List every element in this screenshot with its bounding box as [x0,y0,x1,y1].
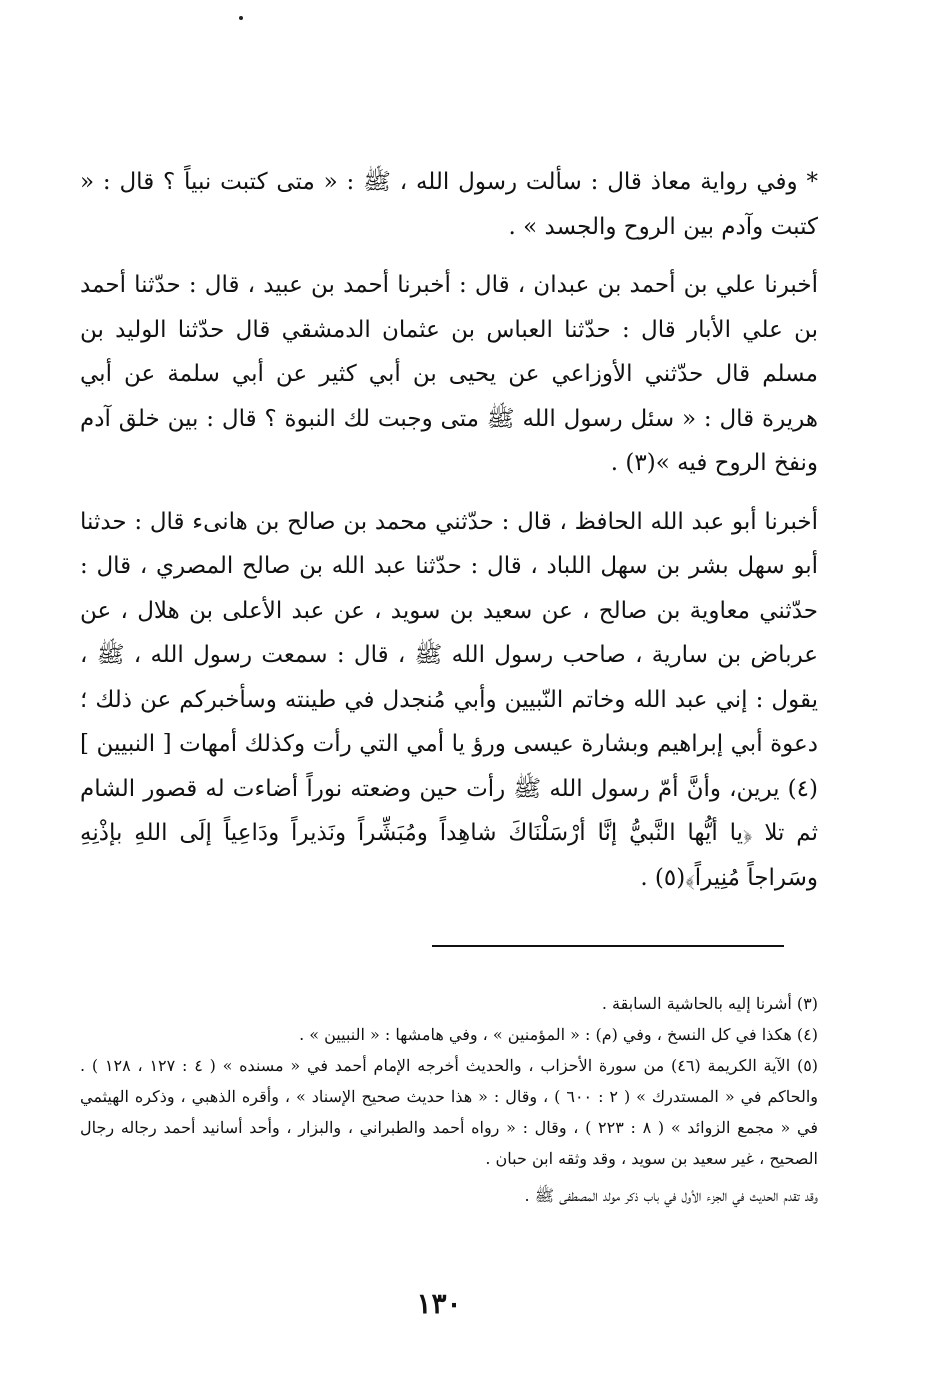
paragraph-irbad: أخبرنا أبو عبد الله الحافظ ، قال : حدّثني محمد بن صالح بن هانىء قال : حدثنا أبو سهل بشر بن سهل اللباد ، قال : حدّثنا عبد الله بن صالح المصري ، قال : حدّثني معاوية بن صالح ، عن سعيد بن سويد ، عن عبد الأعلى بن هلال ، عن عرباض بن سارية ، صاحب رسول الله ﷺ ، قال : سمعت رسول الله ، ﷺ ، يقول : إني عبد الله وخاتم النّبيين وأبي مُنجدل في طينته وسأخبركم عن ذلك ؛ دعوة أبي إبراهيم وبشارة عيسى ورؤ يا أمي التي رأت وكذلك أمهات [ النبيين ](٤) يرين، وأنَّ أمّ رسول الله ﷺ رأت حين وضعته نوراً أضاءت له قصور الشام ثم تلا ﴿يا أيُّها النَّبيُّ إنَّا أرْسَلْنَاكَ شاهِداً ومُبَشِّراً ونَذيراً ودَاعِياً إلَى اللهِ بإذْنِهِ وسَراجاً مُنِيراً﴾(٥) . [80,508,819,891]
stray-dot [239,16,243,20]
footnote-closing-note: وقد تقدم الحديث في الجزء الأول في باب ذكر مولد المصطفى ﷺ . [524,1186,818,1205]
page-number: ١٣٠ [416,1287,462,1320]
footnote-divider [432,945,784,947]
footnote-5: (٥) الآية الكريمة (٤٦) من سورة الأحزاب ، والحديث أخرجه الإمام أحمد في « مسنده » ( ٤ : ١٢٧ ، ١٢٨ ) . والحاكم في « المستدرك » ( ٢ : ٦٠٠ ) ، وقال : « هذا حديث صحيح الإسناد » ، وأقره الذهبي ، وذكره الهيثمي في « مجمع الزوائد » ( ٨ : ٢٢٣ ) ، وقال : « رواه أحمد والطبراني ، والبزار ، وأحد أسانيد أحمد رجاله رجال الصحيح ، غير سعيد بن سويد ، وقد وثقه ابن حبان . [80,1056,819,1168]
footnote-4: (٤) هكذا في كل النسخ ، وفي (م) : « المؤمنين » ، وفي هامشها : « النبيين » . [299,1025,818,1044]
paragraph-muadh: * وفي رواية معاذ قال : سألت رسول الله ، ﷺ : « متى كتبت نبياً ؟ قال : « كتبت وآدم بين الروح والجسد » . [80,169,818,240]
footnote-3: (٣) أشرنا إليه بالحاشية السابقة . [601,994,818,1013]
footnotes [80,988,818,1211]
paragraph-abu-hurayra: أخبرنا علي بن أحمد بن عبدان ، قال : أخبرنا أحمد بن عبيد ، قال : حدّثنا أحمد بن علي الأبار قال : حدّثنا العباس بن عثمان الدمشقي قال حدّثنا الوليد بن مسلم قال حدّثني الأوزاعي عن يحيى بن أبي كثير عن أبي سلمة عن أبي هريرة قال : « سئل رسول الله ﷺ متى وجبت لك النبوة ؟ قال : بين خلق آدم ونفخ الروح فيه »(٣) . [80,272,818,476]
main-text [80,160,818,914]
